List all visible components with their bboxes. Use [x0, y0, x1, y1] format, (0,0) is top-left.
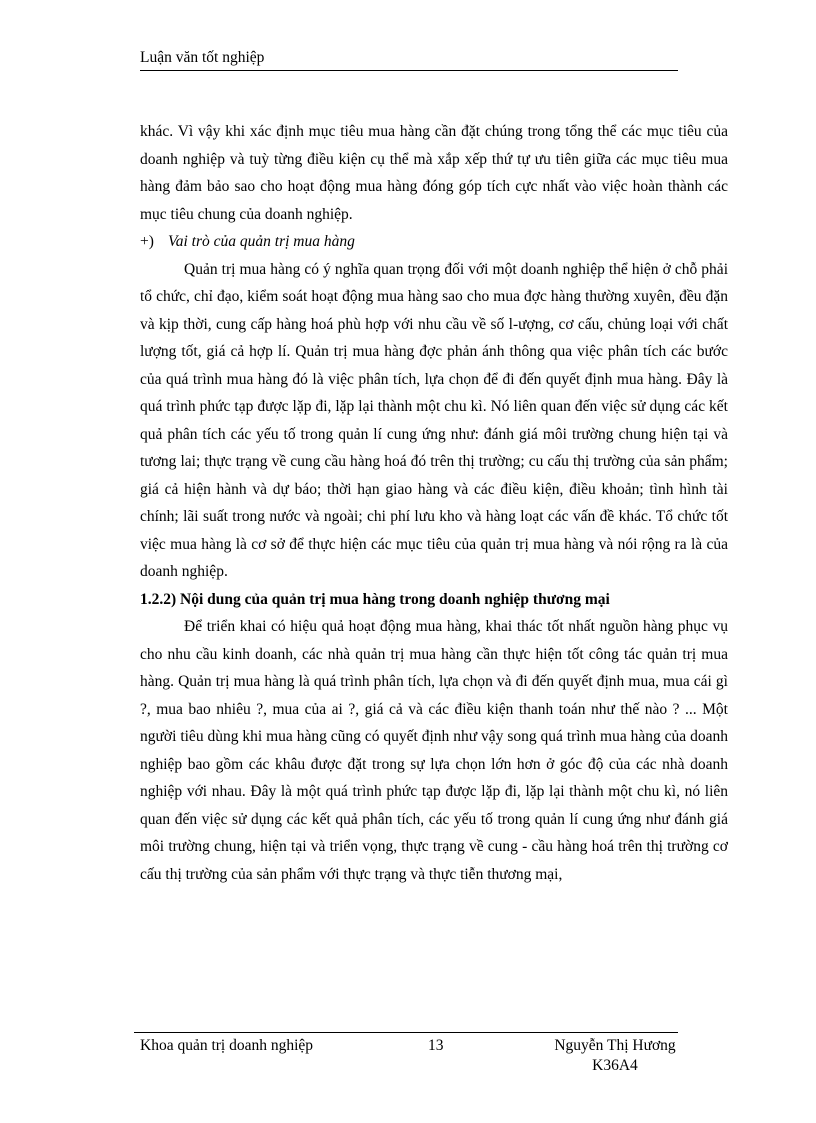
page-header [140, 48, 678, 71]
body-text [140, 118, 728, 888]
section-heading: 1.2.2) Nội dung của quản trị mua hàng trong doanh nghiệp thương mại [140, 590, 610, 608]
bullet-heading [140, 228, 728, 256]
bullet-mark: +) [140, 233, 154, 250]
page-number: 13 [428, 1037, 444, 1054]
bullet-title: Vai trò của quản trị mua hàng [168, 233, 355, 250]
author-name: Nguyễn Thị Hương [554, 1037, 676, 1054]
author-class: K36A4 [592, 1057, 638, 1074]
paragraph-role: Quản trị mua hàng có ý nghĩa quan trọng đối với một doanh nghiệp thể hiện ở chỗ phải tổ chức, chỉ đạo, kiểm soát hoạt động mua hàng sao cho mua đợc hàng thường xuyên, đều đặn và kịp thời, cung cấp hàng hoá phù hợp với nhu cầu về số l-ượng, cơ cấu, chủng loại với chất lượng tốt, giá cả hợp lí. Quản trị mua hàng đợc phản ánh thông qua việc phân tích các bước của quá trình mua hàng đó là việc phân tích, lựa chọn để đi đến quyết định mua hàng. Đây là quá trình phức tạp được lặp đi, lặp lại thành một chu kì. Nó liên quan đến việc sử dụng các kết quả phân tích các yếu tố trong quản lí cung ứng như: đánh giá môi trường chung hiện tại và tương lai; thực trạng về cung cầu hàng hoá đó trên thị trường; cu cấu thị trường của sản phẩm; giá cả hiện hành và dự báo; thời hạn giao hàng và các điều kiện, điều khoản; tình hình tài chính; lãi suất trong nước và ngoài; chi phí lưu kho và hàng loạt các vấn đề khác. Tổ chức tốt việc mua hàng là cơ sở để thực hiện các mục tiêu của quản trị mua hàng và nói rộng ra là của doanh nghiệp. [140, 260, 728, 580]
footer-author [540, 1036, 690, 1076]
footer-rule [134, 1032, 678, 1033]
paragraph-continuation: khác. Vì vậy khi xác định mục tiêu mua hàng cần đặt chúng trong tổng thể các mục tiêu của doanh nghiệp và tuỳ từng điều kiện cụ thể mà xắp xếp thứ tự ưu tiên giữa các mục tiêu mua hàng đảm bảo sao cho hoạt động mua hàng đóng góp tích cực nhất vào việc hoàn thành các mục tiêu chung của doanh nghiệp. [140, 123, 728, 223]
footer-department: Khoa quản trị doanh nghiệp [140, 1037, 314, 1054]
paragraph-content: Để triển khai có hiệu quả hoạt động mua hàng, khai thác tốt nhất nguồn hàng phục vụ cho nhu cầu kinh doanh, các nhà quản trị mua hàng cần thực hiện tốt công tác quản trị mua hàng. Quản trị mua hàng là quá trình phân tích, lựa chọn và đi đến quyết định mua, mua cái gì ?, mua bao nhiêu ?, mua của ai ?, giá cả và các điều kiện thanh toán như thế nào ? ... Một người tiêu dùng khi mua hàng cũng có quyết định như vậy song quá trình mua hàng của doanh nghiệp bao gồm các khâu được đặt trong sự lựa chọn lớn hơn ở góc độ của các nhà doanh nghiệp với nhau. Đây là một quá trình phức tạp được lặp đi, lặp lại thành một chu kì, nó liên quan đến việc sử dụng các kết quả phân tích, các yếu tố trong quản lí cung ứng như đánh giá môi trường chung, hiện tại và triển vọng, thực trạng về cung - cầu hàng hoá trên thị trường cơ cấu thị trường của sản phẩm với thực trạng và thực tiễn thương mại, [140, 618, 728, 883]
header-title: Luận văn tốt nghiệp [140, 49, 265, 66]
